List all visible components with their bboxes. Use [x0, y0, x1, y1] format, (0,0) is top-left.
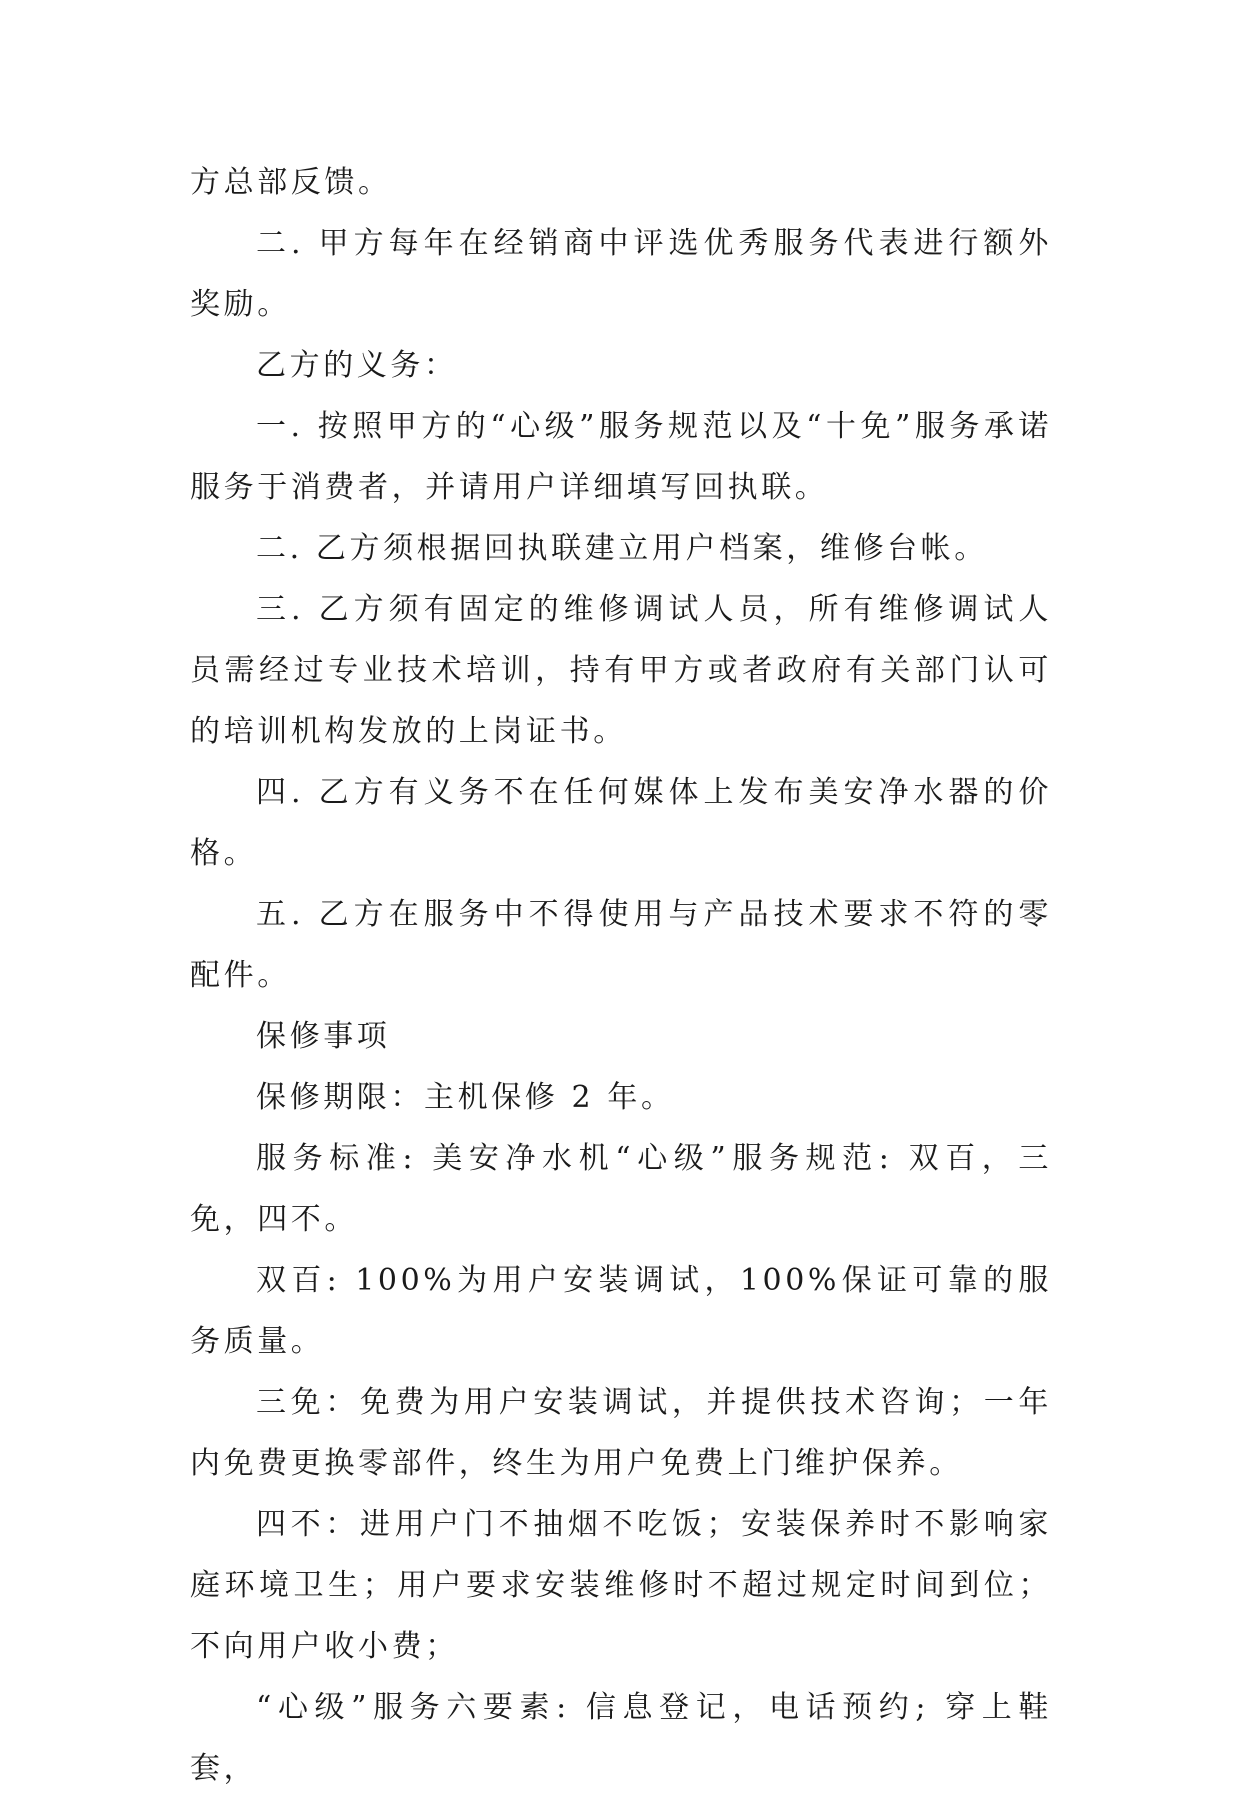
- paragraph: 二. 甲方每年在经销商中评选优秀服务代表进行额外奖励。: [190, 226, 1052, 322]
- paragraph: 一. 按照甲方的“心级”服务规范以及“十免”服务承诺服务于消费者，并请用户详细填写回执联。: [190, 409, 1052, 505]
- paragraph: 三免：免费为用户安装调试，并提供技术咨询；一年内免费更换零部件，终生为用户免费上门维护保养。: [190, 1385, 1052, 1481]
- paragraph: 方总部反馈。: [190, 165, 392, 200]
- section-heading: 保修事项: [256, 1019, 391, 1054]
- paragraph: 四不：进用户门不抽烟不吃饭；安装保养时不影响家庭环境卫生；用户要求安装维修时不超过规定时间到位；不向用户收小费；: [190, 1507, 1052, 1664]
- paragraph: “心级”服务六要素: 信息登记，电话预约; 穿上鞋套，: [190, 1690, 1052, 1786]
- paragraph: 五. 乙方在服务中不得使用与产品技术要求不符的零配件。: [190, 897, 1052, 993]
- paragraph: 二. 乙方须根据回执联建立用户档案，维修台帐。: [256, 531, 988, 566]
- paragraph: 服务标准: 美安净水机“心级”服务规范: 双百，三免，四不。: [190, 1141, 1052, 1237]
- section-heading: 乙方的义务：: [256, 348, 458, 383]
- document-body: [190, 152, 1052, 1799]
- paragraph: 保修期限：主机保修 2 年。: [256, 1080, 675, 1115]
- paragraph: 双百: 100%为用户安装调试，100%保证可靠的服务质量。: [190, 1263, 1052, 1359]
- paragraph: 三. 乙方须有固定的维修调试人员，所有维修调试人员需经过专业技术培训，持有甲方或者政府有关部门认可的培训机构发放的上岗证书。: [190, 592, 1052, 749]
- paragraph: 四. 乙方有义务不在任何媒体上发布美安净水器的价格。: [190, 775, 1052, 871]
